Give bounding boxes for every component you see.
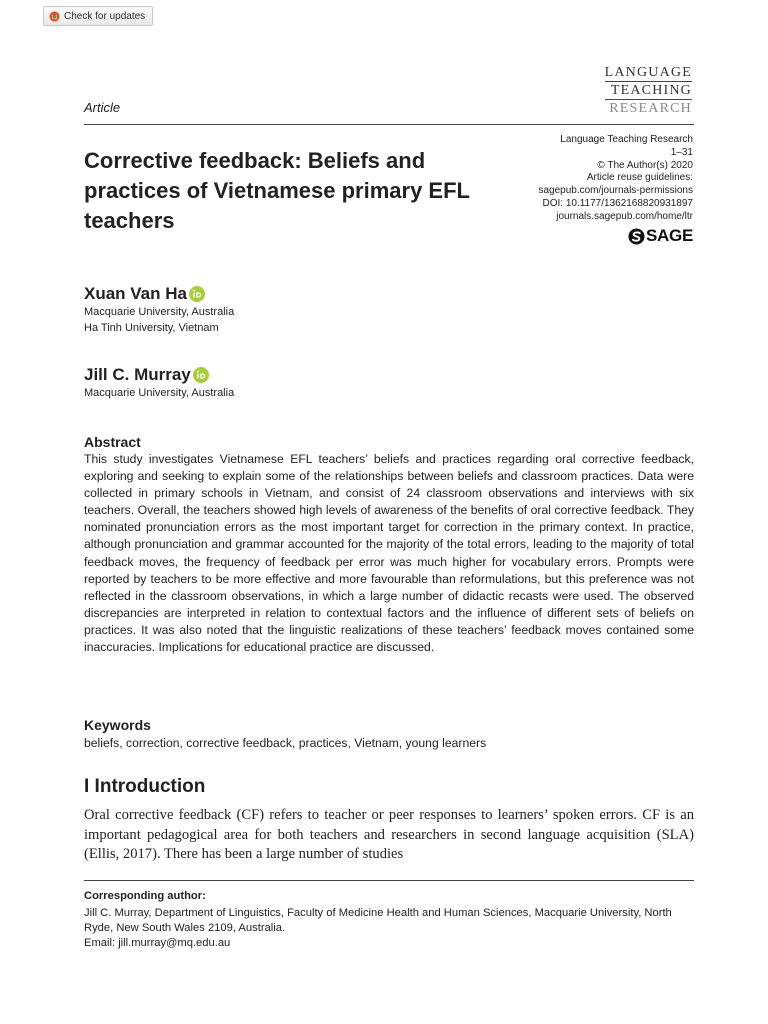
check-for-updates-label: Check for updates <box>64 10 146 22</box>
introduction-heading: I Introduction <box>84 776 206 797</box>
author-2-affiliations <box>84 385 234 401</box>
orcid-icon[interactable] <box>189 286 205 302</box>
copyright: © The Author(s) 2020 <box>597 159 693 171</box>
reuse-guidelines: Article reuse guidelines: <box>586 172 693 184</box>
introduction-text: Oral corrective feedback (CF) refers to teacher or peer responses to learners’ spoken errors. CF is an important pedagogical area for both teachers and researchers in second language acquisition (SLA) (Ellis, 2017). There has been a large number of studies <box>84 807 694 862</box>
article-title: Corrective feedback: Beliefs and practices of Vietnamese primary EFL teachers <box>84 148 470 233</box>
sage-logo <box>628 226 693 246</box>
author-1-name: Xuan Van Ha <box>84 284 187 303</box>
publisher-name: SAGE <box>646 226 693 245</box>
author-2-name: Jill C. Murray <box>84 365 191 384</box>
footnote-divider <box>84 880 694 881</box>
sage-mark-icon <box>628 228 645 245</box>
page-range: 1–31 <box>670 146 693 158</box>
corresponding-address: Jill C. Murray, Department of Linguistics, Faculty of Medicine Health and Human Sciences, Macquarie University, North Ryde, New South Wales 2109, Australia. <box>84 907 672 934</box>
article-metadata <box>538 134 693 224</box>
journal-home-link[interactable]: journals.sagepub.com/home/ltr <box>556 210 693 222</box>
journal-logo-line-1: LANGUAGE <box>604 65 692 80</box>
permissions-link[interactable]: sagepub.com/journals-permissions <box>538 185 693 197</box>
author-name <box>84 284 205 304</box>
journal-logo-line-3: RESEARCH <box>609 101 692 116</box>
header-divider <box>84 124 694 125</box>
journal-logo-line-2: TEACHING <box>605 83 692 100</box>
doi[interactable]: DOI: 10.1177/1362168820931897 <box>542 197 693 209</box>
keywords-heading: Keywords <box>84 717 151 733</box>
affiliation: Macquarie University, Australia <box>84 306 235 318</box>
corresponding-author-details <box>84 906 694 951</box>
author-1-affiliations <box>84 304 234 336</box>
affiliation: Macquarie University, Australia <box>84 387 235 399</box>
journal-name: Language Teaching Research <box>560 134 693 145</box>
corresponding-email[interactable]: Email: jill.murray@mq.edu.au <box>84 937 231 949</box>
abstract-text: This study investigates Vietnamese EFL teachers’ beliefs and practices regarding oral corrective feedback, exploring and seeking to explain some of the relationships between beliefs and classroom practices. Data were collected in primary schools in Vietnam, and consist of 24 classroom observations and interviews with six teachers. Overall, the teachers showed high levels of awareness of the benefits of oral corrective feedback. They nominated pronunciation errors as the most important target for correction in the primary context. In practice, although pronunciation and grammar accounted for the majority of the total errors, leading to the majority of total feedback moves, the frequency of feedback per error was much higher for vocabulary errors. Prompts were reported by teachers to be more effective and more favourable than reformulations, but this preference was not reflected in the classroom observations, in which a large number of didactic recasts were used. The observed discrepancies are interpreted in relation to contextual factors and the influence of different sets of beliefs on practices. It was also noted that the linguistic realizations of these teachers’ feedback moves contained some inaccuracies. Implications for educational practice are discussed. <box>84 452 694 655</box>
corresponding-author-heading: Corresponding author: <box>84 890 206 902</box>
journal-logo <box>605 65 692 118</box>
article-type-label: Article <box>84 100 121 115</box>
crossmark-icon <box>49 11 60 22</box>
author-name <box>84 365 209 385</box>
orcid-icon[interactable] <box>193 367 209 383</box>
affiliation: Ha Tinh University, Vietnam <box>84 322 219 334</box>
keywords-list: beliefs, correction, corrective feedback, practices, Vietnam, young learners <box>84 736 487 750</box>
check-for-updates-badge[interactable] <box>43 6 153 26</box>
abstract-heading: Abstract <box>84 434 141 450</box>
